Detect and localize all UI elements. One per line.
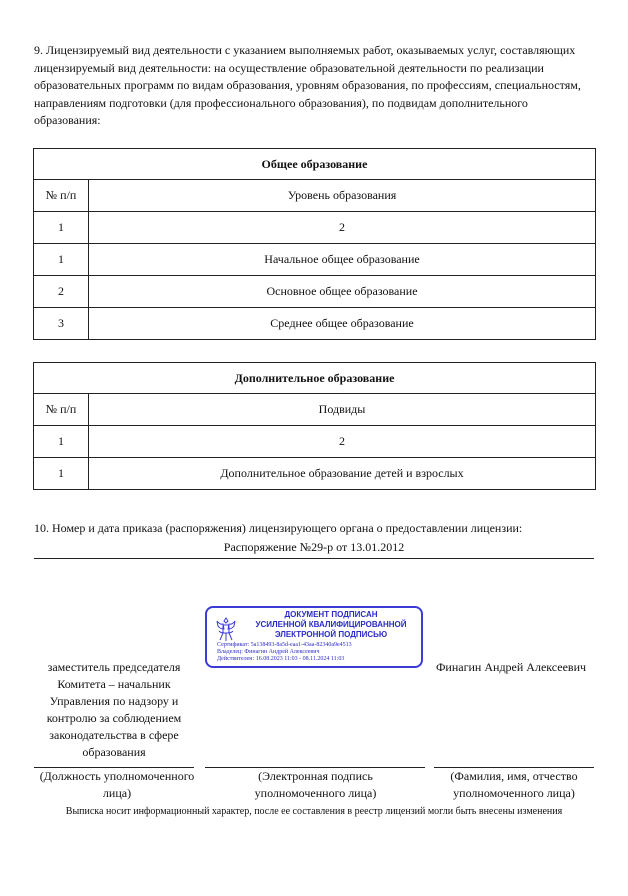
table-title: Общее образование bbox=[34, 149, 596, 180]
order-number: Распоряжение №29-р от 13.01.2012 bbox=[223, 540, 405, 554]
table-row bbox=[34, 458, 596, 490]
stamp-certificate: Сертификат: 5a138493-8a5d-eaa1-43aa-82340a9e4513 bbox=[217, 642, 352, 648]
table-cell: 1 bbox=[34, 458, 89, 490]
table-header-row bbox=[34, 394, 596, 426]
stamp-line-1: ДОКУМЕНТ ПОДПИСАН bbox=[284, 610, 378, 619]
signatory-position: заместитель председателя Комитета – начальник Управления по надзору и контролю за соблюдением законодательства в сфере образования bbox=[46, 660, 182, 759]
section-9-text: 9. Лицензируемый вид деятельности с указанием выполняемых работ, оказываемых услуг, составляющих лицензируемый вид деятельности: на осуществление образовательной деятельности по реализации образовательных программ по видам образования, уровням образования, по профессиям, специальностям, направлениям подготовки (для профессионального образования), по подвидам дополнительного образования: bbox=[34, 43, 581, 127]
section-10-text: 10. Номер и дата приказа (распоряжения) лицензирующего органа о предоставлении лицензии: bbox=[34, 521, 523, 535]
signatory-name: Финагин Андрей Алексеевич bbox=[435, 660, 587, 674]
stamp-owner: Владелец: Финагин Андрей Алексеевич bbox=[217, 649, 320, 655]
footer-note: Выписка носит информационный характер, после ее составления в реестр лицензий могли быть внесены изменения bbox=[65, 806, 563, 817]
table-row bbox=[34, 276, 596, 308]
column-header-number: № п/п bbox=[34, 394, 89, 426]
table-row bbox=[34, 212, 596, 244]
table-cell: 1 bbox=[34, 244, 89, 276]
table-cell: 2 bbox=[34, 276, 89, 308]
table-title-row bbox=[34, 149, 596, 180]
table-row bbox=[34, 426, 596, 458]
stamp-line-3: ЭЛЕКТРОННОЙ ПОДПИСЬЮ bbox=[274, 630, 388, 639]
signature-caption: (Электронная подпись уполномоченного лица) bbox=[254, 769, 377, 800]
table-row bbox=[34, 308, 596, 340]
table-cell: Среднее общее образование bbox=[89, 308, 596, 340]
general-education-table bbox=[33, 148, 596, 340]
column-header-subtype: Подвиды bbox=[89, 394, 596, 426]
table-cell: 1 bbox=[34, 426, 89, 458]
additional-education-table bbox=[33, 362, 596, 490]
name-caption: (Фамилия, имя, отчество уполномоченного лица) bbox=[450, 769, 578, 800]
table-header-row bbox=[34, 180, 596, 212]
coat-of-arms-icon bbox=[213, 615, 239, 643]
order-underline bbox=[34, 558, 594, 559]
table-title-row bbox=[34, 363, 596, 394]
table-cell: Основное общее образование bbox=[89, 276, 596, 308]
table-cell: Начальное общее образование bbox=[89, 244, 596, 276]
stamp-line-2: УСИЛЕННОЙ КВАЛИФИЦИРОВАННОЙ bbox=[255, 620, 407, 629]
position-caption: (Должность уполномоченного лица) bbox=[39, 769, 195, 800]
stamp-validity: Действителен: 16.08.2023 11:03 - 08.11.2024 11:03 bbox=[217, 656, 345, 662]
electronic-signature-stamp bbox=[205, 606, 423, 668]
column-header-level: Уровень образования bbox=[89, 180, 596, 212]
table-cell: Дополнительное образование детей и взрослых bbox=[89, 458, 596, 490]
table-row bbox=[34, 244, 596, 276]
table-cell: 2 bbox=[89, 212, 596, 244]
table-cell: 2 bbox=[89, 426, 596, 458]
table-cell: 1 bbox=[34, 212, 89, 244]
column-header-number: № п/п bbox=[34, 180, 89, 212]
table-cell: 3 bbox=[34, 308, 89, 340]
table-title: Дополнительное образование bbox=[34, 363, 596, 394]
